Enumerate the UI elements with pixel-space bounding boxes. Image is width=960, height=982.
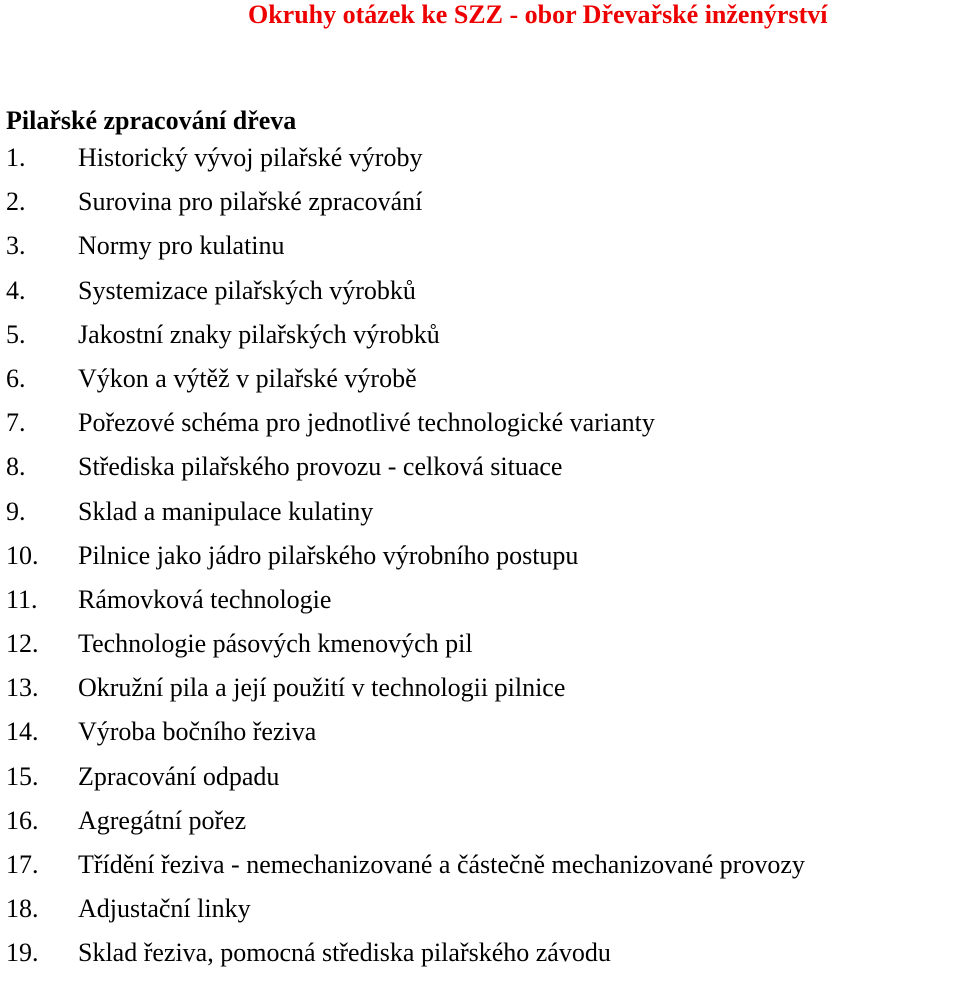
item-number: 19. [6, 938, 39, 968]
item-number: 12. [6, 629, 39, 659]
list-item [6, 451, 805, 495]
item-text: Adjustační linky [78, 894, 251, 924]
list-item [6, 672, 805, 716]
list-item [6, 628, 805, 672]
item-number: 3. [6, 231, 26, 261]
list-item [6, 849, 805, 893]
list-item [6, 275, 805, 319]
item-text: Pilnice jako jádro pilařského výrobního postupu [78, 540, 579, 570]
item-text: Technologie pásových kmenových pil [78, 629, 473, 659]
item-number: 14. [6, 717, 39, 747]
list-item [6, 937, 805, 981]
list-item [6, 363, 805, 407]
item-text: Sklad řeziva, pomocná střediska pilařského závodu [78, 938, 611, 968]
topic-list [6, 142, 805, 982]
item-text: Třídění řeziva - nemechanizované a částečně mechanizované provozy [78, 850, 805, 879]
item-number: 18. [6, 894, 39, 924]
list-item [6, 716, 805, 760]
item-text: Historický vývoj pilařské výroby [78, 143, 423, 172]
item-number: 5. [6, 319, 26, 349]
item-text: Střediska pilařského provozu - celková situace [78, 452, 563, 482]
item-text: Výkon a výtěž v pilařské výrobě [78, 363, 417, 393]
item-number: 17. [6, 850, 39, 879]
item-text: Normy pro kulatinu [78, 231, 285, 261]
item-text: Systemizace pilařských výrobků [78, 275, 416, 305]
item-text: Pořezové schéma pro jednotlivé technologické varianty [78, 408, 655, 438]
item-text: Sklad a manipulace kulatiny [78, 496, 374, 526]
list-item [6, 142, 805, 186]
list-item [6, 496, 805, 540]
item-number: 15. [6, 761, 39, 791]
list-item [6, 407, 805, 451]
item-text: Surovina pro pilařské zpracování [78, 187, 423, 217]
item-text: Zpracování odpadu [78, 761, 280, 791]
list-item [6, 319, 805, 363]
item-text: Jakostní znaky pilařských výrobků [78, 319, 440, 349]
section-heading: Pilařské zpracování dřeva [6, 106, 297, 135]
list-item [6, 893, 805, 937]
item-number: 1. [6, 143, 26, 172]
item-text: Výroba bočního řeziva [78, 717, 317, 747]
list-item [6, 805, 805, 849]
item-text: Okružní pila a její použití v technologii pilnice [78, 673, 566, 703]
item-number: 16. [6, 805, 39, 835]
list-item [6, 584, 805, 628]
item-number: 2. [6, 187, 26, 217]
item-number: 8. [6, 452, 26, 482]
page-title: Okruhy otázek ke SZZ - obor Dřevařské inženýrství [248, 0, 828, 29]
item-text: Rámovková technologie [78, 584, 332, 614]
list-item [6, 540, 805, 584]
item-text: Agregátní pořez [78, 805, 247, 835]
item-number: 13. [6, 673, 39, 703]
list-item [6, 186, 805, 230]
item-number: 9. [6, 496, 26, 526]
item-number: 11. [6, 584, 38, 614]
list-item [6, 230, 805, 274]
item-number: 7. [6, 408, 26, 438]
list-item [6, 761, 805, 805]
item-number: 4. [6, 275, 26, 305]
item-number: 6. [6, 363, 26, 393]
item-number: 10. [6, 540, 39, 570]
